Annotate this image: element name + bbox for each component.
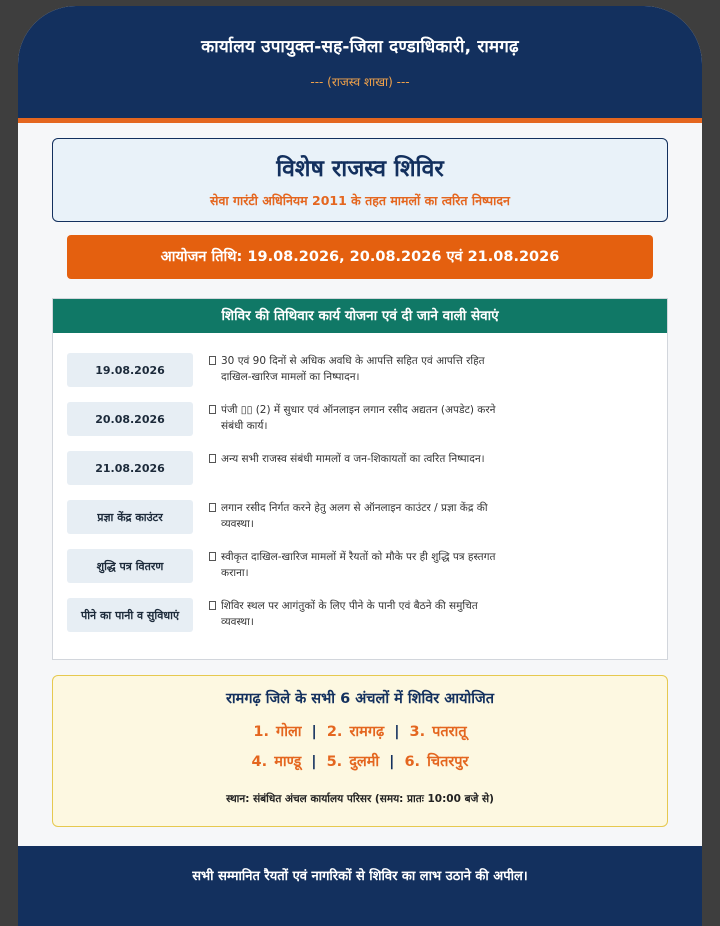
schedule-row-text: शिविर स्थल पर आगंतुकों के लिए पीने के पानी एवं बैठने की समुचित व्यवस्था। xyxy=(221,600,478,628)
camp-subtitle: सेवा गारंटी अधिनियम 2011 के तहत मामलों का त्वरित निष्पादन xyxy=(210,193,510,208)
appeal-text: सभी सम्मानित रैयतों एवं नागरिकों से शिविर का लाभ उठाने की अपील। xyxy=(192,869,528,884)
schedule-row xyxy=(67,549,647,583)
circle-name: 5. दुलमी xyxy=(326,754,380,770)
schedule-row xyxy=(67,500,647,534)
schedule-row-label: प्रज्ञा केंद्र काउंटर xyxy=(67,500,193,534)
branch-subtitle: --- (राजस्व शाखा) --- xyxy=(310,75,410,89)
venue-text: स्थान: संबंधित अंचल कार्यालय परिसर (समय: प्रातः 10:00 बजे से) xyxy=(226,793,494,805)
circle-name: 6. चितरपुर xyxy=(404,754,469,770)
circle-name: 3. पतरातू xyxy=(409,724,467,740)
schedule-row-label: 21.08.2026 xyxy=(67,451,193,485)
bullet-icon xyxy=(209,405,216,414)
schedule-row-text: लगान रसीद निर्गत करने हेतु अलग से ऑनलाइन काउंटर / प्रज्ञा केंद्र की व्यवस्था। xyxy=(221,502,488,530)
circles-heading: रामगढ़ जिले के सभी 6 अंचलों में शिविर आयोजित xyxy=(225,691,495,707)
schedule-row-label: शुद्धि पत्र वितरण xyxy=(67,549,193,583)
circles-line-2: 4. माण्डू | 5. दुलमी | 6. चितरपुर xyxy=(251,754,469,770)
schedule-row-text: अन्य सभी राजस्व संबंधी मामलों व जन-शिकायतों का त्वरित निष्पादन। xyxy=(221,453,485,465)
schedule-heading: शिविर की तिथिवार कार्य योजना एवं दी जाने वाली सेवाएं xyxy=(53,299,667,333)
office-header xyxy=(18,6,702,123)
circle-name: 2. रामगढ़ xyxy=(326,724,385,740)
office-title: कार्यालय उपायुक्त-सह-जिला दण्डाधिकारी, रामगढ़ xyxy=(201,37,519,57)
bullet-icon xyxy=(209,601,216,610)
circle-name: 1. गोला xyxy=(253,724,302,740)
bullet-icon xyxy=(209,503,216,512)
schedule-row-text: पंजी ▯▯ (2) में सुधार एवं ऑनलाइन लगान रसीद अद्यतन (अपडेट) करने संबंधी कार्य। xyxy=(221,404,496,432)
schedule-row xyxy=(67,451,647,485)
circles-box xyxy=(52,675,668,827)
schedule-row-text: 30 एवं 90 दिनों से अधिक अवधि के आपत्ति सहित एवं आपत्ति रहित दाखिल-खारिज मामलों का निष्पादन। xyxy=(221,355,485,383)
circle-name: 4. माण्डू xyxy=(251,754,302,770)
schedule-table xyxy=(52,298,668,660)
schedule-row-label: 20.08.2026 xyxy=(67,402,193,436)
circles-line-1: 1. गोला | 2. रामगढ़ | 3. पतरातू xyxy=(253,724,467,740)
schedule-row xyxy=(67,353,647,387)
schedule-row-label: 19.08.2026 xyxy=(67,353,193,387)
schedule-row xyxy=(67,598,647,632)
bullet-icon xyxy=(209,454,216,463)
bullet-icon xyxy=(209,356,216,365)
schedule-row-label: पीने का पानी व सुविधाएं xyxy=(67,598,193,632)
appeal-footer xyxy=(18,846,702,926)
schedule-row xyxy=(67,402,647,436)
camp-poster xyxy=(18,6,702,926)
schedule-row-text: स्वीकृत दाखिल-खारिज मामलों में रैयतों को मौके पर ही शुद्धि पत्र हस्तगत कराना। xyxy=(221,551,496,579)
camp-title-box xyxy=(52,138,668,222)
bullet-icon xyxy=(209,552,216,561)
camp-title: विशेष राजस्व शिविर xyxy=(276,156,444,182)
event-dates-banner: आयोजन तिथि: 19.08.2026, 20.08.2026 एवं 21.08.2026 xyxy=(67,235,653,279)
